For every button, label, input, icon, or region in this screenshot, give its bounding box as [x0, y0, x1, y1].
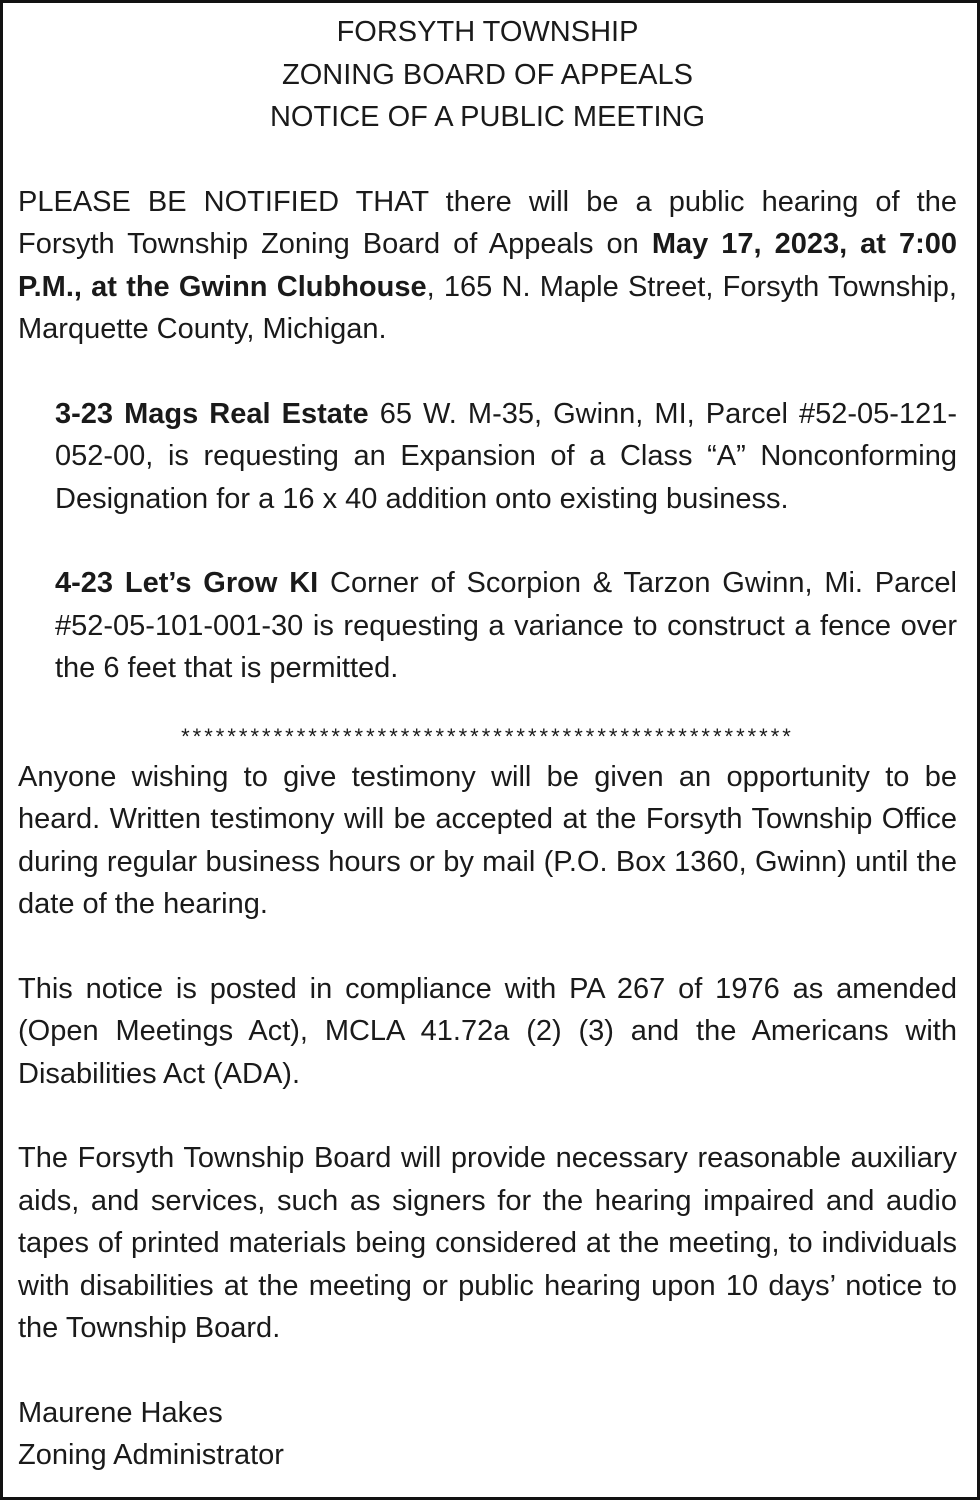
case-description: 65 W. M-35, Gwinn, MI, Parcel #52-05-121-052-00, is requesting an Expansion of a Class “A” Nonconforming Designation for a 16 x 40 addition onto existing business.	[55, 397, 957, 515]
intro-paragraph	[18, 181, 957, 351]
case-description: Corner of Scorpion & Tarzon Gwinn, Mi. Parcel #52-05-101-001-30 is requesting a variance to construct a fence over the 6 feet that is permitted.	[55, 567, 958, 684]
intro-text-end: , 165 N. Maple Street, Forsyth Township, Marquette County, Michigan.	[18, 270, 957, 345]
case-title: 4-23 Let’s Grow KI	[55, 567, 319, 599]
testimony-paragraph: Anyone wishing to give testimony will be given an opportunity to be heard. Written testimony will be accepted at the Forsyth Township Office during regular business hours or by mail (P.O. Box 1360, Gwinn) until the date of the hearing.	[18, 760, 957, 920]
case-item	[55, 393, 957, 521]
compliance-paragraph: This notice is posted in compliance with PA 267 of 1976 as amended (Open Meetings Act), MCLA 41.72a (2) (3) and the Americans with Disabilities Act (ADA).	[18, 972, 957, 1090]
case-item	[55, 562, 957, 690]
ada-paragraph: The Forsyth Township Board will provide necessary reasonable auxiliary aids, and services, such as signers for the hearing impaired and audio tapes of printed materials being considered at the meeting, to individuals with disabilities at the meeting or public hearing upon 10 days’ notice to the Township Board.	[18, 1142, 957, 1344]
signature-title: Zoning Administrator	[18, 1439, 284, 1471]
signature-name: Maurene Hakes	[18, 1396, 223, 1429]
separator-line: *****************************************************	[181, 723, 794, 749]
signature-block	[18, 1392, 957, 1477]
meeting-date-location: May 17, 2023, at 7:00 P.M., at the Gwinn Clubhouse	[18, 228, 957, 303]
intro-text-start: PLEASE BE NOTIFIED THAT there will be a public hearing of the Forsyth Township Zoning Board of Appeals on	[18, 185, 957, 260]
header-board: ZONING BOARD OF APPEALS	[282, 58, 693, 91]
header-township: FORSYTH TOWNSHIP	[336, 16, 639, 48]
header-notice-title: NOTICE OF A PUBLIC MEETING	[269, 101, 706, 133]
notice-header	[18, 11, 957, 139]
case-title: 3-23 Mags Real Estate	[55, 397, 369, 430]
